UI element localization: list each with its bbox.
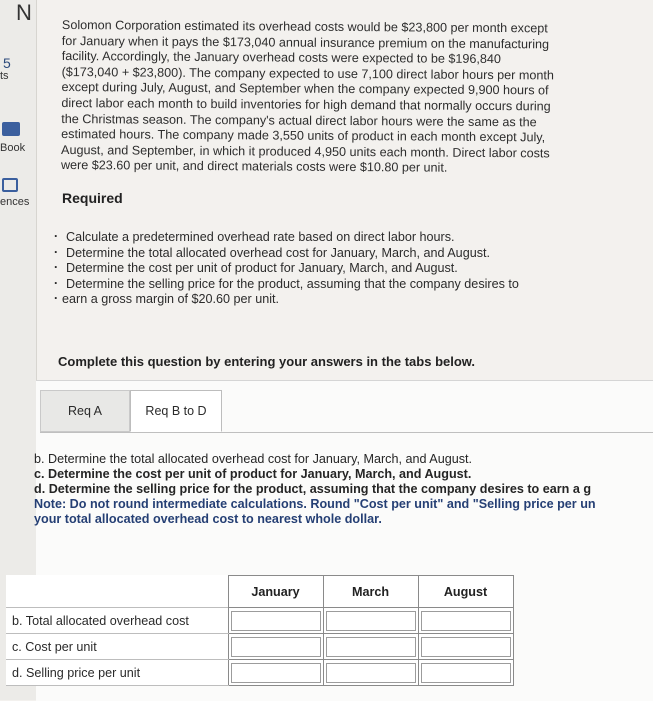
problem-line: facility. Accordingly, the January overhead costs were expected to be $196,840 [61, 49, 501, 67]
column-header-january: January [228, 576, 323, 608]
problem-line: were $23.60 per unit, and direct materials costs were $10.80 per unit. [60, 158, 448, 176]
book-icon[interactable] [2, 122, 20, 136]
row-label-cost-per-unit: c. Cost per unit [6, 634, 228, 660]
overhead-august-input[interactable] [421, 611, 511, 631]
instructions [34, 452, 653, 527]
requirement-item: . Determine the total allocated overhead cost for January, March, and August. [52, 246, 612, 262]
problem-line: August, and September, in which it produced 4,950 units each month. Direct labor costs [61, 142, 550, 161]
top-glyph: N [16, 0, 32, 25]
column-header-august: August [418, 576, 513, 608]
row-label-overhead: b. Total allocated overhead cost [6, 608, 228, 634]
table-corner [6, 576, 228, 608]
selling-price-january-input[interactable] [231, 663, 321, 683]
selling-price-march-input[interactable] [326, 663, 416, 683]
problem-text [61, 18, 632, 178]
problem-line: the Christmas season. The company's actual direct labor hours were the same as the [61, 111, 537, 129]
table-row [6, 660, 513, 686]
table-row [6, 608, 513, 634]
sidebar-number: 5 [3, 55, 11, 71]
rounding-note-continued: your total allocated overhead cost to nearest whole dollar. [34, 512, 382, 526]
requirement-item: . Determine the selling price for the product, assuming that the company desires to [52, 277, 612, 293]
sidebar-label-book[interactable]: Book [0, 142, 26, 154]
requirements-list [52, 230, 612, 308]
tab-req-b-to-d[interactable]: Req B to D [130, 390, 222, 432]
instruction-d: d. Determine the selling price for the product, assuming that the company desires to earn a g [34, 482, 592, 496]
tab-req-a[interactable]: Req A [40, 390, 130, 432]
problem-line: estimated hours. The company made 3,550 units of product in each month except July, [61, 127, 546, 145]
problem-line: for January when it pays the $173,040 annual insurance premium on the manufacturing [61, 33, 550, 51]
cost-per-unit-august-input[interactable] [421, 637, 511, 657]
requirement-item: . Determine the cost per unit of product for January, March, and August. [52, 261, 612, 277]
problem-line: Solomon Corporation estimated its overhead costs would be $23,800 per month except [61, 18, 548, 36]
references-icon[interactable] [2, 178, 18, 192]
instruction-b: b. Determine the total allocated overhead cost for January, March, and August. [34, 452, 472, 466]
problem-line: ($173,040 + $23,800). The company expected to use 7,100 direct labor hours per month [61, 64, 554, 83]
overhead-march-input[interactable] [326, 611, 416, 631]
column-header-march: March [323, 576, 418, 608]
requirement-item-continued: . earn a gross margin of $20.60 per unit. [52, 292, 612, 308]
sidebar-label-ences[interactable]: ences [0, 196, 30, 208]
required-heading: Required [62, 190, 123, 206]
selling-price-august-input[interactable] [421, 663, 511, 683]
instruction-c: c. Determine the cost per unit of product for January, March, and August. [34, 467, 472, 481]
answer-table [6, 575, 514, 686]
problem-line: except during July, August, and September when the company expected 9,900 hours of [61, 80, 549, 98]
problem-line: direct labor each month to build inventories for high demand that normally occurs during [61, 95, 551, 114]
rounding-note: Note: Do not round intermediate calculations. Round "Cost per unit" and "Selling price per un [34, 497, 596, 511]
cost-per-unit-january-input[interactable] [231, 637, 321, 657]
table-row [6, 634, 513, 660]
requirement-item: . Calculate a predetermined overhead rate based on direct labor hours. [52, 230, 612, 246]
cost-per-unit-march-input[interactable] [326, 637, 416, 657]
row-label-selling-price: d. Selling price per unit [6, 660, 228, 686]
complete-prompt: Complete this question by entering your answers in the tabs below. [58, 354, 476, 369]
sidebar-label-ts[interactable]: ts [0, 70, 9, 82]
overhead-january-input[interactable] [231, 611, 321, 631]
